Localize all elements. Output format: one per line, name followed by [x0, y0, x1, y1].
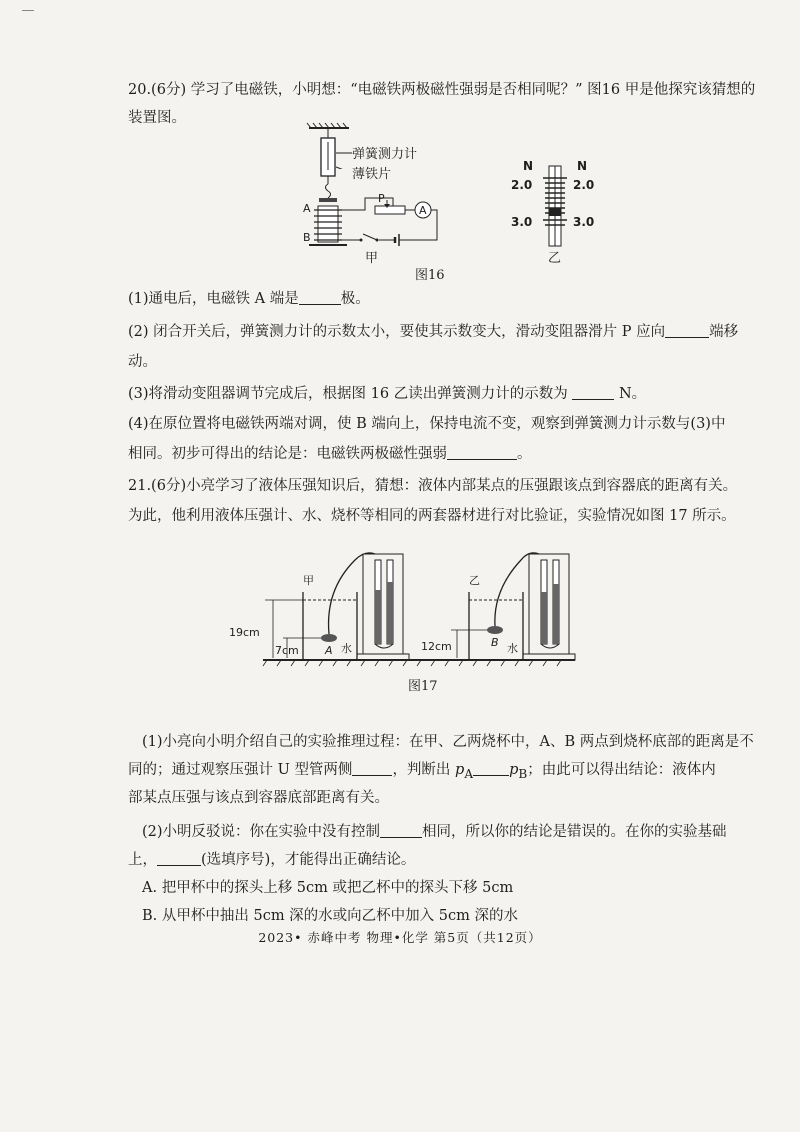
blank-5[interactable]: [352, 761, 392, 776]
tick-2-right: 2.0: [573, 178, 595, 192]
option-a: A. 把甲杯中的探头上移 5cm 或把乙杯中的探头下移 5cm: [142, 880, 514, 896]
tick-3-left: 3.0: [511, 215, 533, 229]
q20-sub4-cont: 相同。初步可得出的结论是：电磁铁两极磁性强弱 。: [128, 446, 532, 462]
label-point-b: B: [491, 636, 499, 649]
label-point-a: A: [325, 644, 333, 657]
label-12cm: 12cm: [421, 640, 452, 653]
blank-6[interactable]: [473, 761, 509, 776]
page-footer: 2023• 赤峰中考 物理•化学 第5页（共12页）: [258, 930, 542, 945]
label-spring-scale: 弹簧测力计: [352, 147, 418, 162]
blank-4[interactable]: [447, 445, 517, 460]
label-b-end: B: [303, 231, 311, 244]
caption-figure-16: 图16: [415, 268, 445, 283]
figure-16-jia: [295, 118, 445, 258]
label-jia-16: 甲: [365, 251, 379, 266]
q21-sub2: (2)小明反驳说：你在实验中没有控制 相同，所以你的结论是错误的。在你的实验基础: [142, 824, 727, 840]
q20-sub3: (3)将滑动变阻器调节完成后，根据图 16 乙读出弹簧测力计的示数为 N。: [128, 386, 647, 402]
q20-sub4: (4)在原位置将电磁铁两端对调，使 B 端向上，保持电流不变，观察到弹簧测力计示数与(3)中: [128, 416, 726, 432]
label-19cm: 19cm: [229, 626, 260, 639]
tick-2-left: 2.0: [511, 178, 533, 192]
q21-sub2-cont: 上， (选填序号)，才能得出正确结论。: [128, 852, 416, 868]
label-n-left: N: [523, 159, 534, 173]
label-7cm: 7cm: [275, 644, 299, 657]
blank-1[interactable]: [299, 290, 341, 305]
q21-sub1-end: 部某点压强与该点到容器底部距离有关。: [128, 790, 389, 806]
label-a-end: A: [303, 202, 311, 215]
corner-mark: [22, 10, 34, 11]
q21-line1: 21.(6分)小亮学习了液体压强知识后，猜想：液体内部某点的压强跟该点到容器底的距离有关。: [128, 478, 738, 494]
blank-8[interactable]: [157, 851, 201, 866]
label-water-2: 水: [507, 642, 518, 655]
q20-sub1: (1)通电后，电磁铁 A 端是 极。: [128, 291, 370, 307]
figure-17: [225, 540, 615, 670]
label-ammeter: A: [419, 204, 427, 217]
blank-2[interactable]: [665, 323, 709, 338]
tick-3-right: 3.0: [573, 215, 595, 229]
label-yi-17: 乙: [469, 574, 480, 587]
label-iron-plate: 薄铁片: [352, 167, 392, 182]
q20-line1: 20.(6分) 学习了电磁铁，小明想：“电磁铁两极磁性强弱是否相同呢？” 图16 甲是他探究该猜想的: [128, 82, 756, 98]
label-slider-p: P: [378, 192, 385, 205]
label-jia-17: 甲: [303, 574, 314, 587]
leader-lines: [336, 149, 354, 169]
label-water-1: 水: [341, 642, 352, 655]
label-n-right: N: [577, 159, 588, 173]
q20-sub2: (2) 闭合开关后，弹簧测力计的示数太小，要使其示数变大，滑动变阻器滑片 P 应向 端移: [128, 324, 739, 340]
caption-figure-17: 图17: [408, 679, 438, 694]
q21-sub1: (1)小亮向小明介绍自己的实验推理过程：在甲、乙两烧杯中，A、B 两点到烧杯底部的距离是不: [142, 734, 754, 750]
q21-line2: 为此，他利用液体压强计、水、烧杯等相同的两套器材进行对比验证，实验情况如图 17 所示。: [128, 508, 736, 524]
option-b: B. 从甲杯中抽出 5cm 深的水或向乙杯中加入 5cm 深的水: [142, 908, 518, 924]
label-yi-16: 乙: [548, 251, 562, 266]
q20-sub2-cont: 动。: [128, 354, 157, 370]
q21-sub1-cont: 同的；通过观察压强计 U 型管两侧 ，判断出 $p_A$ $p_B$；由此可以得出结论：液体内: [128, 762, 716, 781]
q20-line2: 装置图。: [128, 110, 186, 126]
figure-16-yi: [505, 158, 605, 258]
blank-7[interactable]: [380, 823, 422, 838]
blank-3[interactable]: [572, 385, 614, 400]
